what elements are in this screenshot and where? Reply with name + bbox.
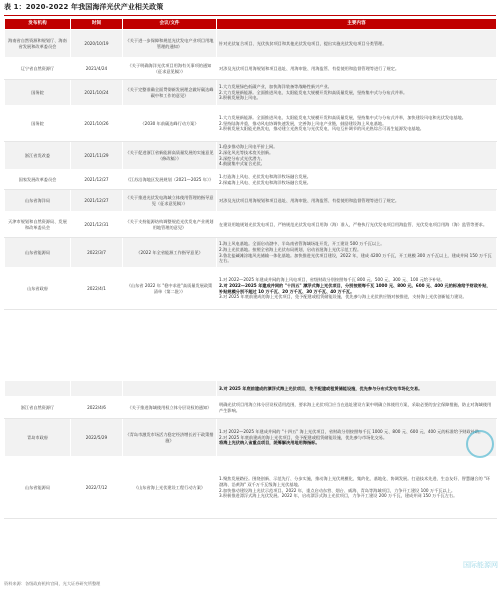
content-text: 1.对 2022—2025 年建成并网的 "十四五" 海上光伏项目，省财政分别按照每千瓦 1000 元、800 元、600 元、400 元的标准给予财政补助。 2.对 2025 年底前建成的海上光伏项目，免予配建或租赁储能设施，优先参与市场化交易。	[219, 429, 484, 440]
content-text: 1.大力发展新能源。全面推进风电、太阳能发电大规模开发和高质量发展，坚持集中式与分布式并举，加快建设风电和光伏发电基地。 2.坚持陆海并重，推动风电协调快速发展，完善海上风电产业链，鼓励建设海上风电基地。 3.积极发展太阳能光热发电，推动建立光热发电与光伏发电、风电互补调节的风光热综合可再生能源发电基地。	[219, 115, 466, 132]
cell-date: 2021/10/26	[71, 106, 123, 142]
cell-org: 青岛市政府	[5, 419, 71, 457]
cell-date: 2022/4/6	[71, 397, 123, 419]
title-rule	[4, 15, 496, 16]
watermark-logo-icon	[466, 430, 494, 458]
content-text: 对涉及光伏项目用海规划和项目选址、用海审批、用海监管、有偿使用和监督管理等进行了规定。	[219, 65, 400, 71]
cell-doc	[123, 381, 217, 397]
content-text: 在建设用地规划光伏发电项目，严格规范光伏发电项目用海（海）准入，严格执行光伏发电项目用海监管、光伏发电项目用海（海）监管等要求。	[219, 221, 488, 227]
cell-org: 山东省能源局	[5, 457, 71, 519]
content-text: 对涉及光伏项目用海规划和项目选址、用海审批、用海监管、有偿使用和监督管理等进行了规定。	[219, 197, 400, 203]
table-row	[5, 170, 497, 190]
cell-content	[217, 106, 497, 142]
cell-org: 山东省海洋局	[5, 190, 71, 212]
content-text: 1.稳步推动海上风电平价上网。 2.深化风光等技术攻关创新。 3.深挖分布式光伏潜力。 4.鼓励集中式复合光伏。	[219, 144, 278, 167]
cell-org: 国务院	[5, 80, 71, 106]
content-text: 1.聚焦发展路径。围绕创新、示范先行、分步实施，推动海上光伏规模化、集约化、基地化、协调发展。打造技术先进、生态友好、智慧融合的 "环渤海、沿黄海" 双千万千瓦级海上光伏基地。 2.加快推动建设海上光伏示范项目。2022 年，重点启动东营、烟台、威海、青岛等海域项目，力争开工建设 100 万千瓦以上。 3.积极推进漂浮式海上光伏发展。2022 年，启动漂浮式海上光伏项目，力争开工建设 200 万千瓦，建成并网 150 万千瓦左右。	[219, 476, 491, 499]
cell-content	[217, 212, 497, 238]
cell-doc: 《2030 年前碳达峰行动方案》	[123, 106, 217, 142]
cell-date: 2021/10/24	[71, 80, 123, 106]
cell-org: 辽宁省自然资源厅	[5, 58, 71, 80]
content-text: 1.海上风电基地。全面启动渤中、半岛南省管海域场址开发，开工建设 500 万千瓦以上。 2.海上光伏基地。按照全省海上光伏布局规划，启动首批海上光伏示范工程。 3.鲁北盐碱滩涂地风光储输一体化基地。加快推进光伏项目建设，2022 年，建成 4200 万千瓦，开工规模 300 万千瓦以上，建成并网 150 万千瓦左右。	[219, 241, 492, 264]
cell-content	[217, 190, 497, 212]
cell-date: 2022/3/7	[71, 238, 123, 268]
cell-date: 2021/12/27	[71, 190, 123, 212]
table-row	[5, 419, 497, 457]
cell-date	[71, 381, 123, 397]
cell-org: 浙江省自然资源厅	[5, 397, 71, 419]
table-row	[5, 268, 497, 310]
cell-content	[217, 419, 497, 457]
col-header-date: 时间	[71, 19, 123, 30]
policy-table-part2	[4, 380, 497, 519]
cell-content	[217, 397, 497, 419]
cell-content	[217, 30, 497, 58]
cell-org: 山东省政府	[5, 268, 71, 310]
table-row	[5, 190, 497, 212]
col-header-doc: 会议/文件	[123, 19, 217, 30]
content-text: 针对光伏复合项目、光伏扶贫项目和其他光伏发电项目，提出实施光伏发电项目分类管理。	[219, 40, 387, 46]
table-row	[5, 142, 497, 170]
content-text: 1.打造海上风电、光伏发电和海洋牧场融合发展。 2.探索海上风电、光伏发电和海洋牧场融合发展。	[219, 173, 311, 185]
cell-doc: 《关于进一步保障和规范光伏发电产业项目用地管理的通知》	[123, 30, 217, 58]
table-row	[5, 212, 497, 238]
cell-date: 2021/12/27	[71, 170, 123, 190]
cell-content	[217, 268, 497, 310]
cell-date: 2020/10/19	[71, 30, 123, 58]
cell-content	[217, 142, 497, 170]
table-row	[5, 58, 497, 80]
cell-content	[217, 170, 497, 190]
table-title: 表 1：2020-2022 年我国海洋光伏产业相关政策	[4, 3, 164, 11]
policy-table-part1	[4, 18, 497, 310]
content-emphasis: 2.对 2022—2025 年建成并网的 "十四五" 漂浮式海上光伏项目，分别按照每千瓦 1000 元、800 元、600 元、400 元的标准给予财政补贴，补贴规模分别不超过 10 万千瓦、20 万千瓦、30 万千瓦、40 万千瓦。	[219, 282, 491, 294]
cell-date: 2021/4/24	[71, 58, 123, 80]
cell-doc: 《江苏沿海地区发展规划（2021—2025 年）》	[123, 170, 217, 190]
watermark-text: 国际能源网	[463, 561, 498, 569]
cell-doc: 《关于推进海域使用权立体分层设权的通知》	[123, 397, 217, 419]
content-emphasis: 3.对 2025 年底前建成的漂浮式海上光伏项目，免予配建或租赁储能设施，优先参与分布式发电市场化交易。	[219, 385, 423, 391]
content-text: 1.大力发展绿色低碳产业，加快海洋装备等战略性新兴产业。 2.大力发展新能源。全面推进风电、太阳能发电大规模开发和高质量发展，坚持集中式与分布式并举。 3.积极发展海上风电。	[219, 84, 408, 101]
table-row	[5, 381, 497, 397]
cell-date: 2021/12/31	[71, 212, 123, 238]
table-row	[5, 238, 497, 268]
cell-content	[217, 58, 497, 80]
cell-doc: 《关于支持能源结构调整规范光伏发电产业规划用地管理的意见》	[123, 212, 217, 238]
cell-doc: 《山东省 2022 年 "稳中求进"高质量发展政策清单（第二批）》	[123, 268, 217, 310]
table-row	[5, 106, 497, 142]
cell-content	[217, 238, 497, 268]
cell-org: 国务院	[5, 106, 71, 142]
cell-date: 2022/7/12	[71, 457, 123, 519]
content-text: 1.对 2022—2025 年建成并网的海上风电项目，省级财政分别按照每千瓦 800 元、500 元、300 元、100 元给予补贴。	[219, 277, 445, 283]
cell-date: 2022/5/29	[71, 419, 123, 457]
cell-date: 2022/4/1	[71, 268, 123, 310]
content-emphasis: 将海上光伏纳入省重点项目，统筹解决用地用海指标。	[219, 440, 320, 446]
cell-org: 天津市规划和自然资源局、发展和改革委员会	[5, 212, 71, 238]
content-tail: 3.对 2025 年底前建成的海上光伏项目，免予配建或租赁储能设施，优先参与海上光伏供应链对接推进，支持海上光伏创新能力建设。	[219, 294, 467, 300]
cell-content	[217, 80, 497, 106]
cell-doc: 《关于促进浙江省新能源高质量发展的实施意见（修改稿）》	[123, 142, 217, 170]
cell-doc: 《青岛市激发市场活力稳定经济增长若干政策措施》	[123, 419, 217, 457]
table-row	[5, 397, 497, 419]
content-text: 明确光伏项目用海立体分层设权适用范围，要求海上光伏项目应当在选址建设方案中明确立体使用方案，采取必要的安全保障措施，防止对海域使用产生影响。	[219, 401, 492, 413]
cell-doc: 《山东省海上光伏建设工程行动方案》	[123, 457, 217, 519]
cell-org: 浙江省发改委	[5, 142, 71, 170]
table-row	[5, 30, 497, 58]
cell-doc: 《关于明确海洋光伏项目用海有关事项的通知（征求意见稿）》	[123, 58, 217, 80]
cell-date: 2021/11/29	[71, 142, 123, 170]
col-header-content: 主要内容	[217, 19, 497, 30]
cell-doc: 《2022 年全省能源工作指导意见》	[123, 238, 217, 268]
cell-org: 山东省能源局	[5, 238, 71, 268]
cell-doc: 《关于完整准确全面贯彻新发展理念做好碳达峰碳中和工作的意见》	[123, 80, 217, 106]
table-row	[5, 80, 497, 106]
cell-doc: 《关于推进光伏发电海域立体使用管理的指导意见（征求意见稿）》	[123, 190, 217, 212]
table-row	[5, 457, 497, 519]
cell-content	[217, 457, 497, 519]
cell-content	[217, 381, 497, 397]
source-note: 资料来源：各级政府机构官网，光大证券研究所整理	[4, 581, 101, 586]
cell-org	[5, 381, 71, 397]
col-header-org: 发布机构	[5, 19, 71, 30]
cell-org: 国家发展改革委员会	[5, 170, 71, 190]
cell-org: 海南省自然资源和规划厅、海南省发展和改革委员会	[5, 30, 71, 58]
